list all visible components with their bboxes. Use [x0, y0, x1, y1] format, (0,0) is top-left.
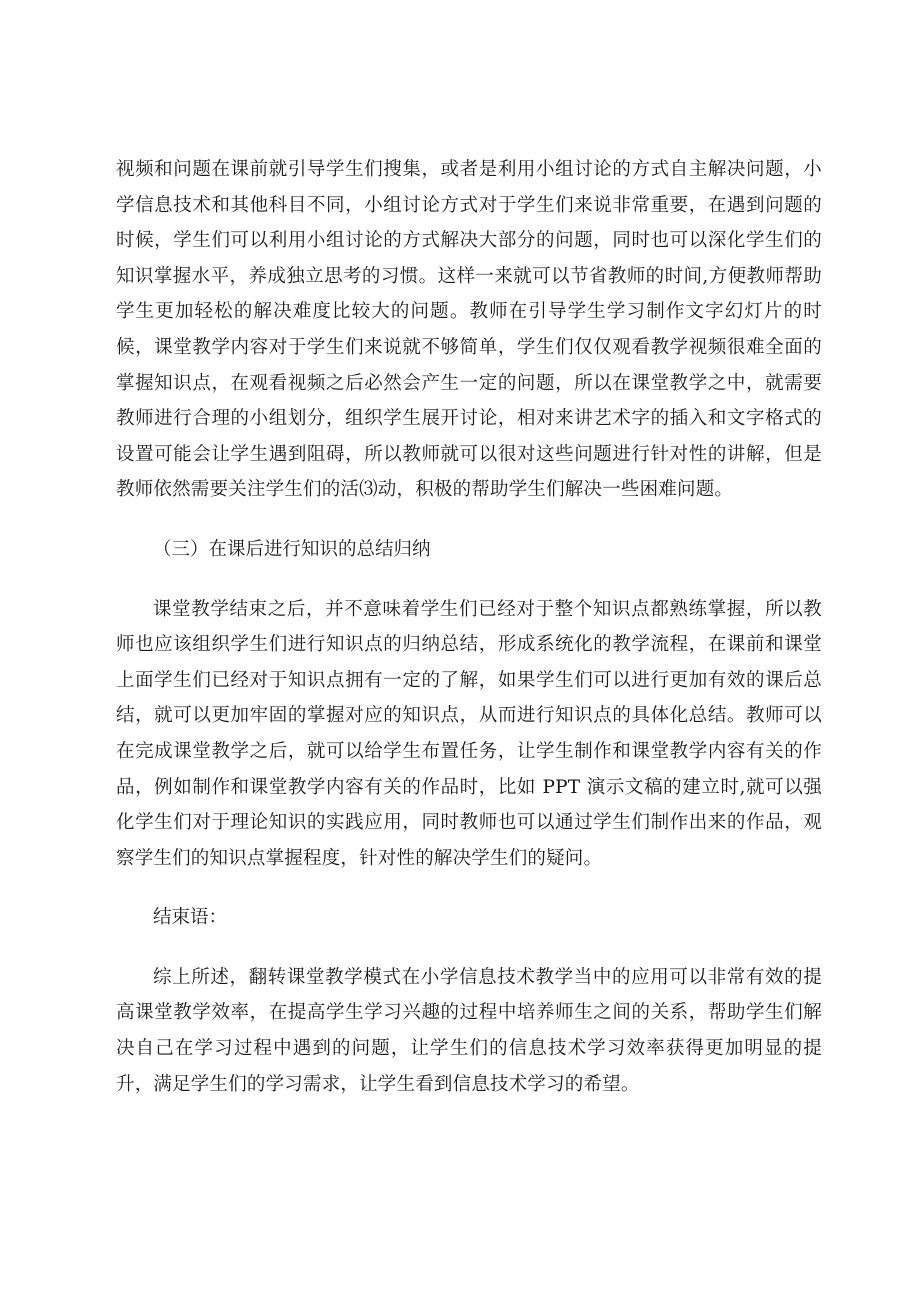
paragraph-summary: 课堂教学结束之后，并不意味着学生们已经对于整个知识点都熟练掌握，所以教师也应该组织学生们进行知识点的归纳总结，形成系统化的教学流程，在课前和课堂上面学生们已经对于知识点拥有一定的了解，如果学生们可以进行更加有效的课后总结，就可以更加牢固的掌握对应的知识点，从而进行知识点的具体化总结。教师可以在完成课堂教学之后，就可以给学生布置任务，让学生制作和课堂教学内容有关的作品，例如制作和课堂教学内容有关的作品时，比如 PPT 演示文稿的建立时,就可以强化学生们对于理论知识的实践应用，同时教师也可以通过学生们制作出来的作品，观察学生们的知识点掌握程度，针对性的解决学生们的疑问。	[116, 598, 822, 869]
paragraph-conclusion: 综上所述，翻转课堂教学模式在小学信息技术教学当中的应用可以非常有效的提高课堂教学效率，在提高学生学习兴趣的过程中培养师生之间的关系，帮助学生们解决自己在学习过程中遇到的问题，让学生们的信息技术学习效率获得更加明显的提升，满足学生们的学习需求，让学生看到信息技术学习的希望。	[116, 966, 822, 1095]
spacer	[116, 876, 822, 900]
spacer	[116, 936, 822, 960]
spacer	[116, 568, 822, 592]
section-heading: （三）在课后进行知识的总结归纳	[153, 538, 431, 560]
spacer	[116, 508, 822, 532]
document-body	[116, 152, 822, 1102]
paragraph-continued: 视频和问题在课前就引导学生们搜集，或者是利用小组讨论的方式自主解决问题，小学信息技术和其他科目不同，小组讨论方式对于学生们来说非常重要，在遇到问题的时候，学生们可以利用小组讨论的方式解决大部分的问题，同时也可以深化学生们的知识掌握水平，养成独立思考的习惯。这样一来就可以节省教师的时间,方便教师帮助学生更加轻松的解决难度比较大的问题。教师在引导学生学习制作文字幻灯片的时候，课堂教学内容对于学生们来说就不够简单，学生们仅仅观看教学视频很难全面的掌握知识点，在观看视频之后必然会产生一定的问题，所以在课堂教学之中，就需要教师进行合理的小组划分，组织学生展开讨论，相对来讲艺术字的插入和文字格式的设置可能会让学生遇到阻碍，所以教师就可以很对这些问题进行针对性的讲解，但是教师依然需要关注学生们的活⑶动，积极的帮助学生们解决一些困难问题。	[116, 159, 822, 501]
conclusion-heading: 结束语：	[153, 907, 228, 929]
